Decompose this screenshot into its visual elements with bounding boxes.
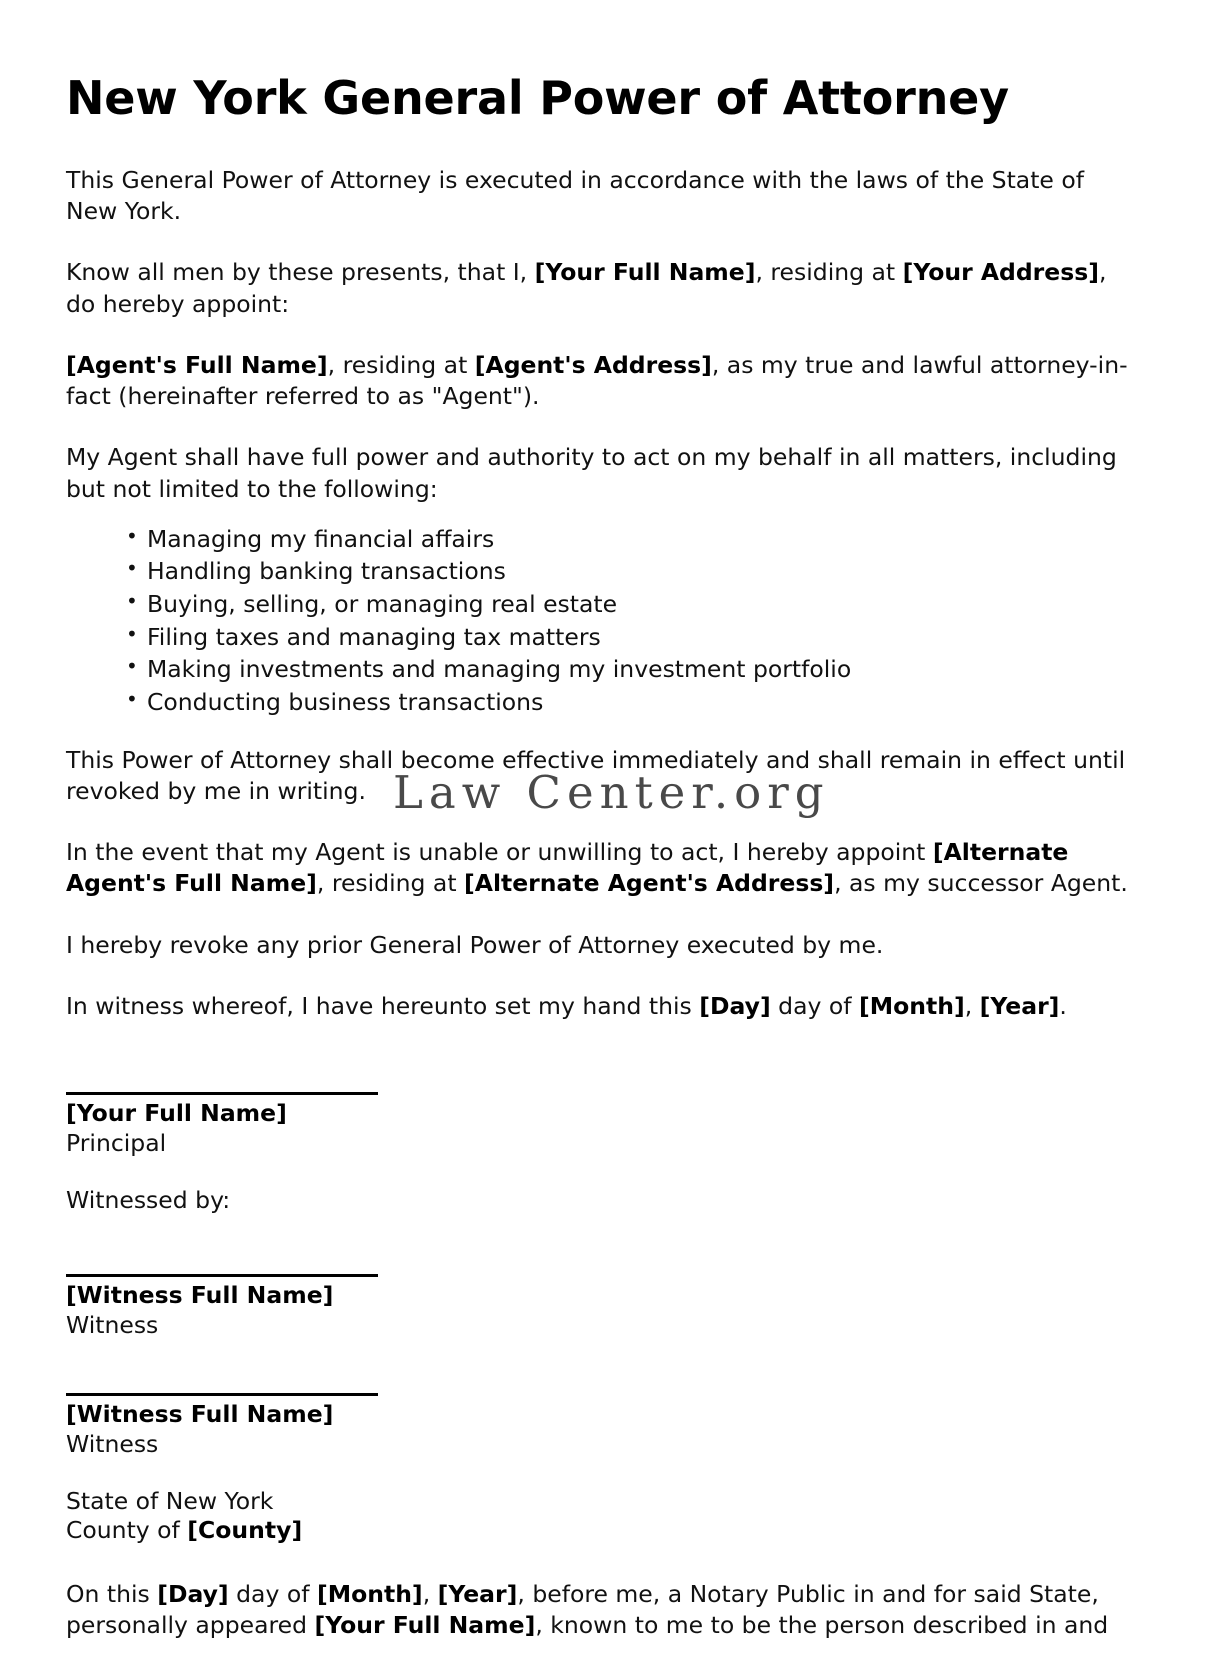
notary-venue-block — [66, 1487, 1138, 1545]
list-item: • Filing taxes and managing tax matters — [126, 623, 1138, 652]
spacer — [66, 1459, 1138, 1487]
principal-signature-name: [Your Full Name] — [66, 1099, 287, 1128]
document-content — [66, 71, 1138, 1671]
list-item: • Conducting business transactions — [126, 688, 1138, 717]
successor-text-after: , as my successor Agent. — [834, 869, 1128, 898]
execution-text-mid1: day of — [770, 991, 859, 1020]
notary-acknowledgment-paragraph — [66, 1579, 1138, 1642]
appointment-text-before: Know all men by these presents, that I, — [66, 258, 535, 287]
signature-line — [66, 1274, 378, 1277]
execution-text-mid2: , — [964, 991, 980, 1020]
agent-text-between: , residing at — [327, 350, 475, 379]
intro-text: This General Power of Attorney is executed in accordance with the laws of the State of New York. — [66, 165, 1084, 225]
agent-paragraph — [66, 350, 1138, 413]
execution-month-placeholder: [Month] — [859, 991, 965, 1020]
county-placeholder: [County] — [187, 1515, 303, 1544]
spacer — [66, 1158, 1138, 1186]
spacer — [66, 1339, 1138, 1387]
watermark-text: Law Center.org — [393, 766, 830, 819]
county-label: County of — [66, 1515, 188, 1544]
successor-text-before: In the event that my Agent is unable or unwilling to act, I hereby appoint — [66, 838, 933, 867]
alternate-agent-address-placeholder: [Alternate Agent's Address] — [464, 869, 835, 898]
ack-text-mid1: day of — [228, 1579, 317, 1608]
ack-text-mid2: , — [422, 1579, 438, 1608]
agent-name-placeholder: [Agent's Full Name] — [66, 350, 328, 379]
execution-text-before: In witness whereof, I have hereunto set my hand this — [66, 991, 700, 1020]
powers-list — [66, 525, 1138, 717]
witness-two-signature-block — [66, 1393, 1138, 1458]
ack-text-after: , known to me to be the person described in and — [535, 1611, 1109, 1639]
principal-signature-block — [66, 1092, 1138, 1157]
notary-state-line: State of New York — [66, 1486, 274, 1515]
witness-one-role: Witness — [66, 1310, 159, 1339]
ack-month-placeholder: [Month] — [316, 1579, 423, 1608]
execution-year-placeholder: [Year] — [979, 991, 1060, 1020]
intro-paragraph — [66, 165, 1138, 228]
spacer — [66, 1052, 1138, 1086]
witness-one-signature-block — [66, 1274, 1138, 1339]
execution-text-after: . — [1059, 991, 1067, 1020]
spacer — [66, 1545, 1138, 1579]
appointment-text-between: , residing at — [755, 258, 903, 287]
agent-address-placeholder: [Agent's Address] — [474, 350, 712, 379]
notary-county-line — [66, 1516, 1138, 1545]
spacer — [66, 1214, 1138, 1268]
successor-text-between: , residing at — [316, 869, 465, 898]
witnessed-by-label: Witnessed by: — [66, 1185, 231, 1214]
page-title: New York General Power of Attorney — [66, 71, 1009, 125]
ack-text-before: On this — [66, 1579, 158, 1608]
witness-two-role: Witness — [66, 1430, 159, 1459]
powers-intro-paragraph: My Agent shall have full power and authority to act on my behalf in all matters, including but not limited to the following: — [66, 443, 1117, 503]
list-item: • Buying, selling, or managing real estate — [126, 590, 1138, 619]
successor-agent-paragraph — [66, 837, 1138, 900]
execution-day-placeholder: [Day] — [699, 991, 771, 1020]
signature-line — [66, 1393, 378, 1396]
alternate-agent-name-placeholder: [Alternate Agent's Full Name] — [66, 838, 1069, 898]
signature-line — [66, 1092, 378, 1095]
principal-name-placeholder: [Your Full Name] — [534, 258, 756, 287]
ack-year-placeholder: [Year] — [437, 1579, 518, 1608]
principal-address-placeholder: [Your Address] — [902, 258, 1099, 287]
appointment-text-after: , do hereby appoint: — [66, 258, 1107, 318]
ack-day-placeholder: [Day] — [157, 1579, 229, 1608]
execution-paragraph — [66, 991, 1138, 1022]
list-item: • Handling banking transactions — [126, 557, 1138, 586]
principal-signature-role: Principal — [66, 1129, 167, 1158]
effectiveness-paragraph: This Power of Attorney shall become effective immediately and shall remain in effect until revoked by me in writing. — [66, 745, 1126, 805]
appointment-paragraph — [66, 257, 1138, 320]
list-item: • Managing my financial affairs — [126, 525, 1138, 554]
ack-principal-name-placeholder: [Your Full Name] — [314, 1611, 536, 1639]
witness-two-name: [Witness Full Name] — [66, 1400, 334, 1429]
list-item: • Making investments and managing my investment portfolio — [126, 655, 1138, 684]
agent-text-after: , as my true and lawful attorney-in-fact (hereinafter referred to as "Agent"). — [66, 350, 1128, 410]
revocation-paragraph: I hereby revoke any prior General Power of Attorney executed by me. — [66, 930, 884, 959]
witness-one-name: [Witness Full Name] — [66, 1280, 334, 1309]
ack-text-mid3: , before me, a Notary Public in and for said State, personally appeared — [66, 1579, 1099, 1639]
